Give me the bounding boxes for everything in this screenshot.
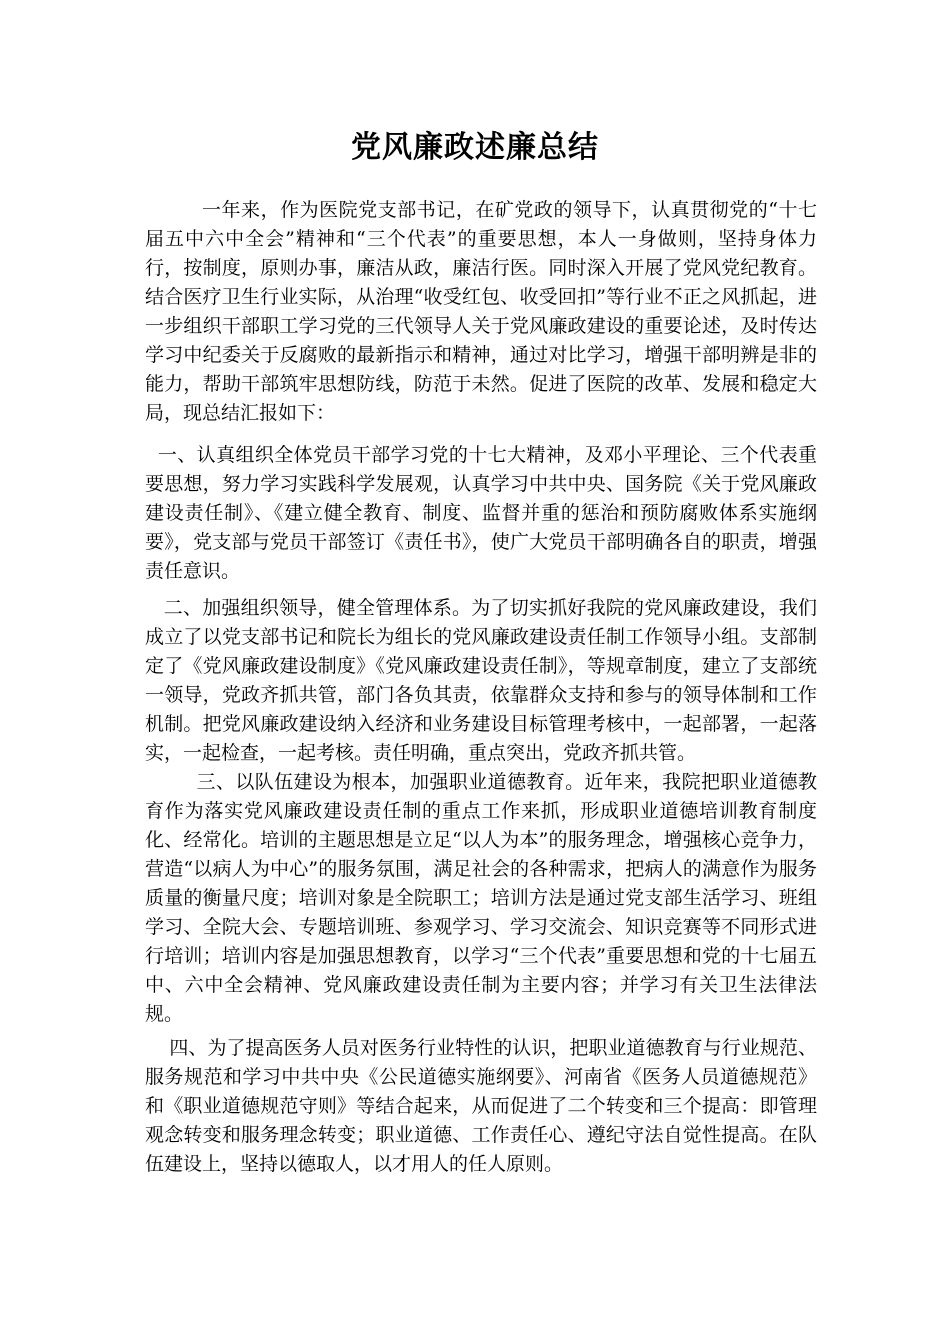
paragraph-text: 一年来，作为医院党支部书记，在矿党政的领导下，认真贯彻党的“十七届五中六中全会”精神和“三个代表”的重要思想，本人一身做则，坚持身体力行，按制度，原则办事，廉洁从政，廉洁行医。同时深入开展了党风党纪教育。结合医疗卫生行业实际，从治理“收受红包、收受回扣”等行业不正之风抓起，进一步组织干部职工学习党的三代领导人关于党风廉政建设的重要论述，及时传达学习中纪委关于反腐败的最新指示和精神，通过对比学习，增强干部明辨是非的能力，帮助干部筑牢思想防线，防范于未然。促进了医院的改革、发展和稳定大局，现总结汇报如下：: [145, 199, 817, 424]
paragraph-intro: [145, 196, 817, 428]
paragraph-text: 三、以队伍建设为根本，加强职业道德教育。近年来，我院把职业道德教育作为落实党风廉政建设责任制的重点工作来抓，形成职业道德培训教育制度化、经常化。培训的主题思想是立足“以人为本”的服务理念，增强核心竞争力，营造“以病人为中心”的服务氛围，满足社会的各种需求，把病人的满意作为服务质量的衡量尺度；培训对象是全院职工；培训方法是通过党支部生活学习、班组学习、全院大会、专题培训班、参观学习、学习交流会、知识竞赛等不同形式进行培训；培训内容是加强思想教育，以学习“三个代表”重要思想和党的十七届五中、六中全会精神、党风廉政建设责任制为主要内容；并学习有关卫生法律法规。: [145, 771, 817, 1025]
paragraph-section-2-3: [145, 594, 817, 1029]
paragraph-text: 一、认真组织全体党员干部学习党的十七大精神，及邓小平理论、三个代表重要思想，努力学习实践科学发展观，认真学习中共中央、国务院《关于党风廉政建设责任制》、《建立健全教育、制度、监督并重的惩治和预防腐败体系实施纲要》，党支部与党员干部签订《责任书》，使广大党员干部明确各自的职责，增强责任意识。: [145, 444, 817, 582]
paragraph-indent: [145, 1037, 169, 1059]
paragraph-indent: [145, 444, 158, 466]
paragraph-text: 四、为了提高医务人员对医务行业特性的认识，把职业道德教育与行业规范、服务规范和学习中共中央《公民道德实施纲要》、河南省《医务人员道德规范》和《职业道德规范守则》等结合起来，从而促进了二个转变和三个提高：即管理观念转变和服务理念转变；职业道德、工作责任心、遵纪守法自觉性提高。在队伍建设上，坚持以德取人，以才用人的任人原则。: [145, 1037, 817, 1175]
paragraph-section-1: [145, 441, 817, 586]
document-title: 党风廉政述廉总结: [351, 130, 599, 165]
paragraph-indent: [145, 771, 197, 793]
paragraph-text: 二、加强组织领导，健全管理体系。为了切实抓好我院的党风廉政建设，我们成立了以党支部书记和院长为组长的党风廉政建设责任制工作领导小组。支部制定了《党风廉政建设制度》《党风廉政建设责任制》，等规章制度，建立了支部统一领导，党政齐抓共管，部门各负其责，依靠群众支持和参与的领导体制和工作机制。把党风廉政建设纳入经济和业务建设目标管理考核中，一起部署，一起落实，一起检查，一起考核。责任明确，重点突出，党政齐抓共管。: [145, 597, 817, 764]
paragraph-indent: [145, 597, 164, 619]
paragraph-section-4: [145, 1034, 817, 1179]
